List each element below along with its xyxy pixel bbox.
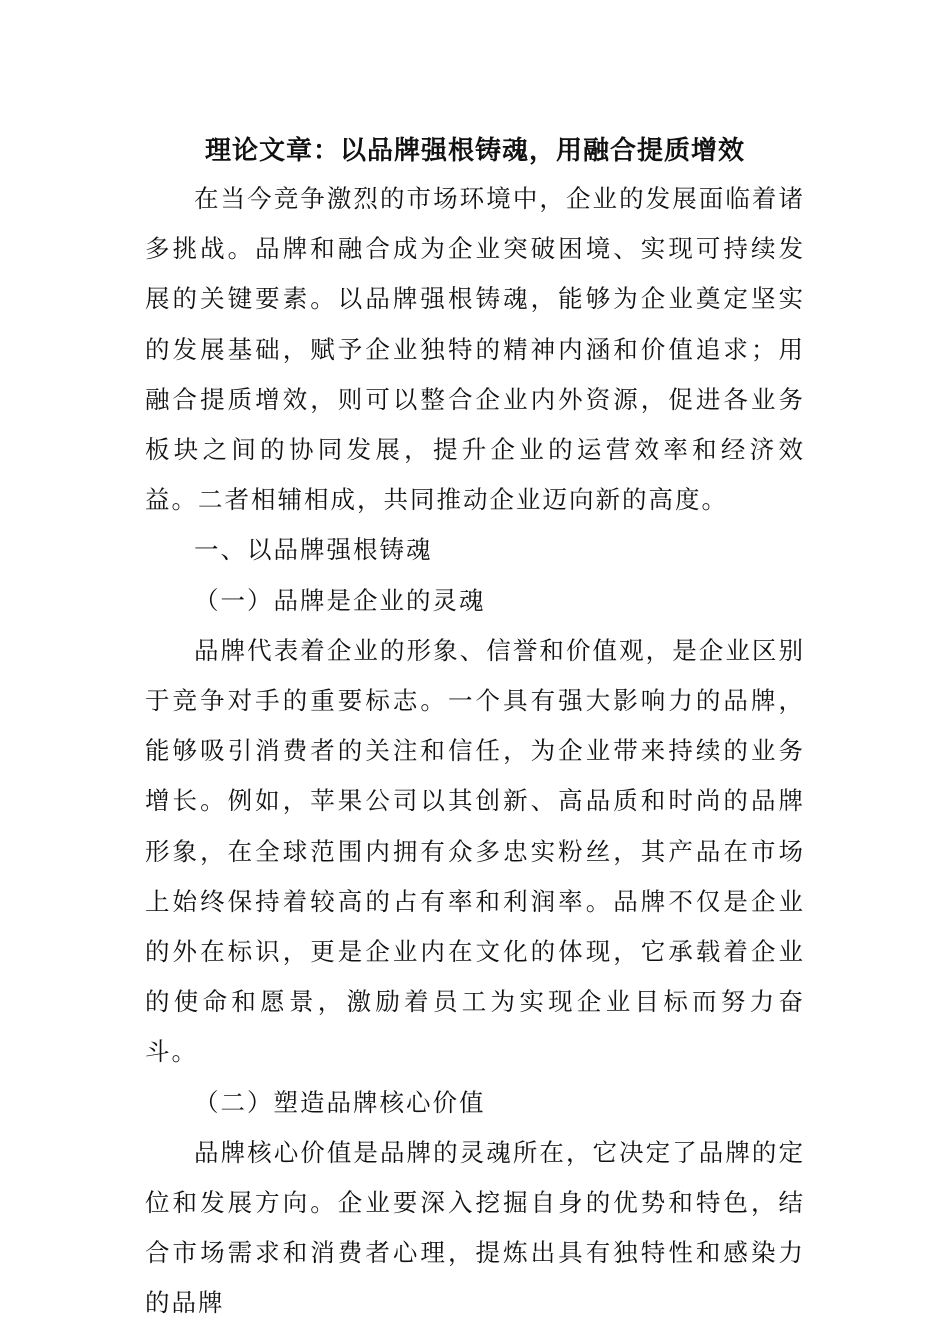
subsection-2-paragraph: 品牌核心价值是品牌的灵魂所在，它决定了品牌的定位和发展方向。企业要深入挖掘自身的优势和特色，结合市场需求和消费者心理，提炼出具有独特性和感染力的品牌 — [145, 1137, 805, 1318]
intro-paragraph: 在当今竞争激烈的市场环境中，企业的发展面临着诸多挑战。品牌和融合成为企业突破困境、实现可持续发展的关键要素。以品牌强根铸魂，能够为企业奠定坚实的发展基础，赋予企业独特的精神内涵和价值追求；用融合提质增效，则可以整合企业内外资源，促进各业务板块之间的协同发展，提升企业的运营效率和经济效益。二者相辅相成，共同推动企业迈向新的高度。 — [145, 184, 805, 515]
section-1-heading: 一、以品牌强根铸魂 — [194, 535, 433, 565]
subsection-1-heading: （一）品牌是企业的灵魂 — [194, 585, 486, 615]
subsection-1-paragraph: 品牌代表着企业的形象、信誉和价值观，是企业区别于竞争对手的重要标志。一个具有强大影响力的品牌，能够吸引消费者的关注和信任，为企业带来持续的业务增长。例如，苹果公司以其创新、高品质和时尚的品牌形象，在全球范围内拥有众多忠实粉丝，其产品在市场上始终保持着较高的占有率和利润率。品牌不仅是企业的外在标识，更是企业内在文化的体现，它承载着企业的使命和愿景，激励着员工为实现企业目标而努力奋斗。 — [145, 635, 805, 1067]
document-page — [145, 128, 805, 1329]
document-title: 理论文章：以品牌强根铸魂，用融合提质增效 — [204, 136, 745, 166]
subsection-2-heading: （二）塑造品牌核心价值 — [194, 1087, 486, 1117]
